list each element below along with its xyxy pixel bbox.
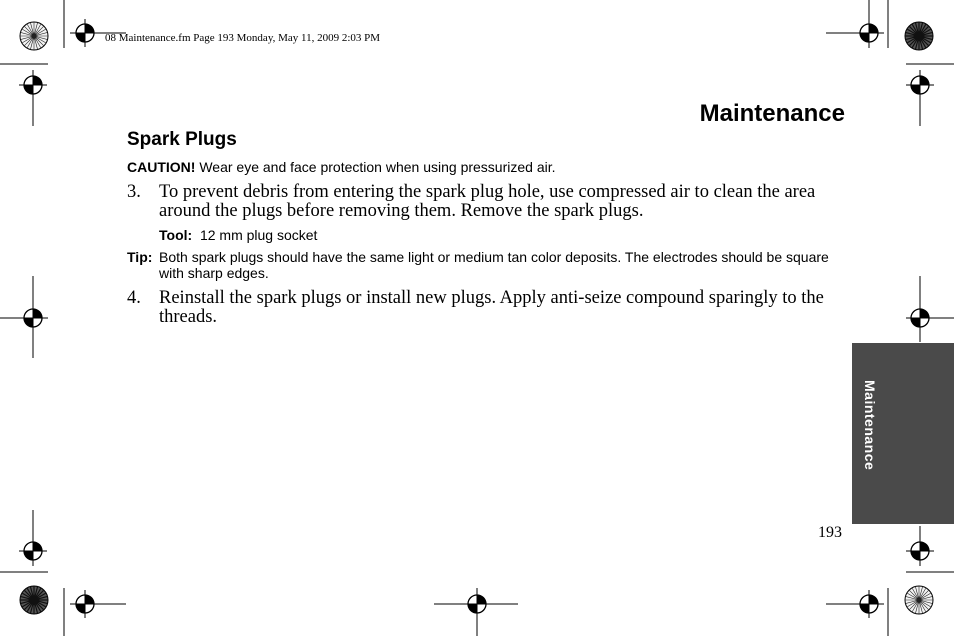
caution-text: Wear eye and face protection when using pressurized air. <box>195 159 556 175</box>
side-tab-label: Maintenance <box>862 380 878 471</box>
caution-note <box>127 159 556 175</box>
tool-label: Tool: <box>159 227 193 243</box>
tool-text: 12 mm plug socket <box>192 227 318 243</box>
step-number: 4. <box>127 288 141 308</box>
step-item <box>127 289 847 327</box>
tip-text: Both spark plugs should have the same light or medium tan color deposits. The electrodes should be square with sharp edges. <box>159 249 829 281</box>
file-info-header: 08 Maintenance.fm Page 193 Monday, May 11, 2009 2:03 PM <box>105 32 381 44</box>
step-text: To prevent debris from entering the spark plug hole, use compressed air to clean the area around the plugs before removing them. Remove the spark plugs. <box>159 182 816 221</box>
step-text: Reinstall the spark plugs or install new plugs. Apply anti-seize compound sparingly to the threads. <box>159 288 824 327</box>
tip-note <box>127 249 849 281</box>
caution-label: CAUTION! <box>127 159 196 175</box>
step-item <box>127 183 847 221</box>
chapter-title: Maintenance <box>699 100 845 127</box>
page-number: 193 <box>818 524 842 541</box>
tool-note <box>159 227 317 243</box>
step-number: 3. <box>127 182 141 202</box>
section-heading: Spark Plugs <box>127 129 237 150</box>
tip-label: Tip: <box>127 249 153 265</box>
